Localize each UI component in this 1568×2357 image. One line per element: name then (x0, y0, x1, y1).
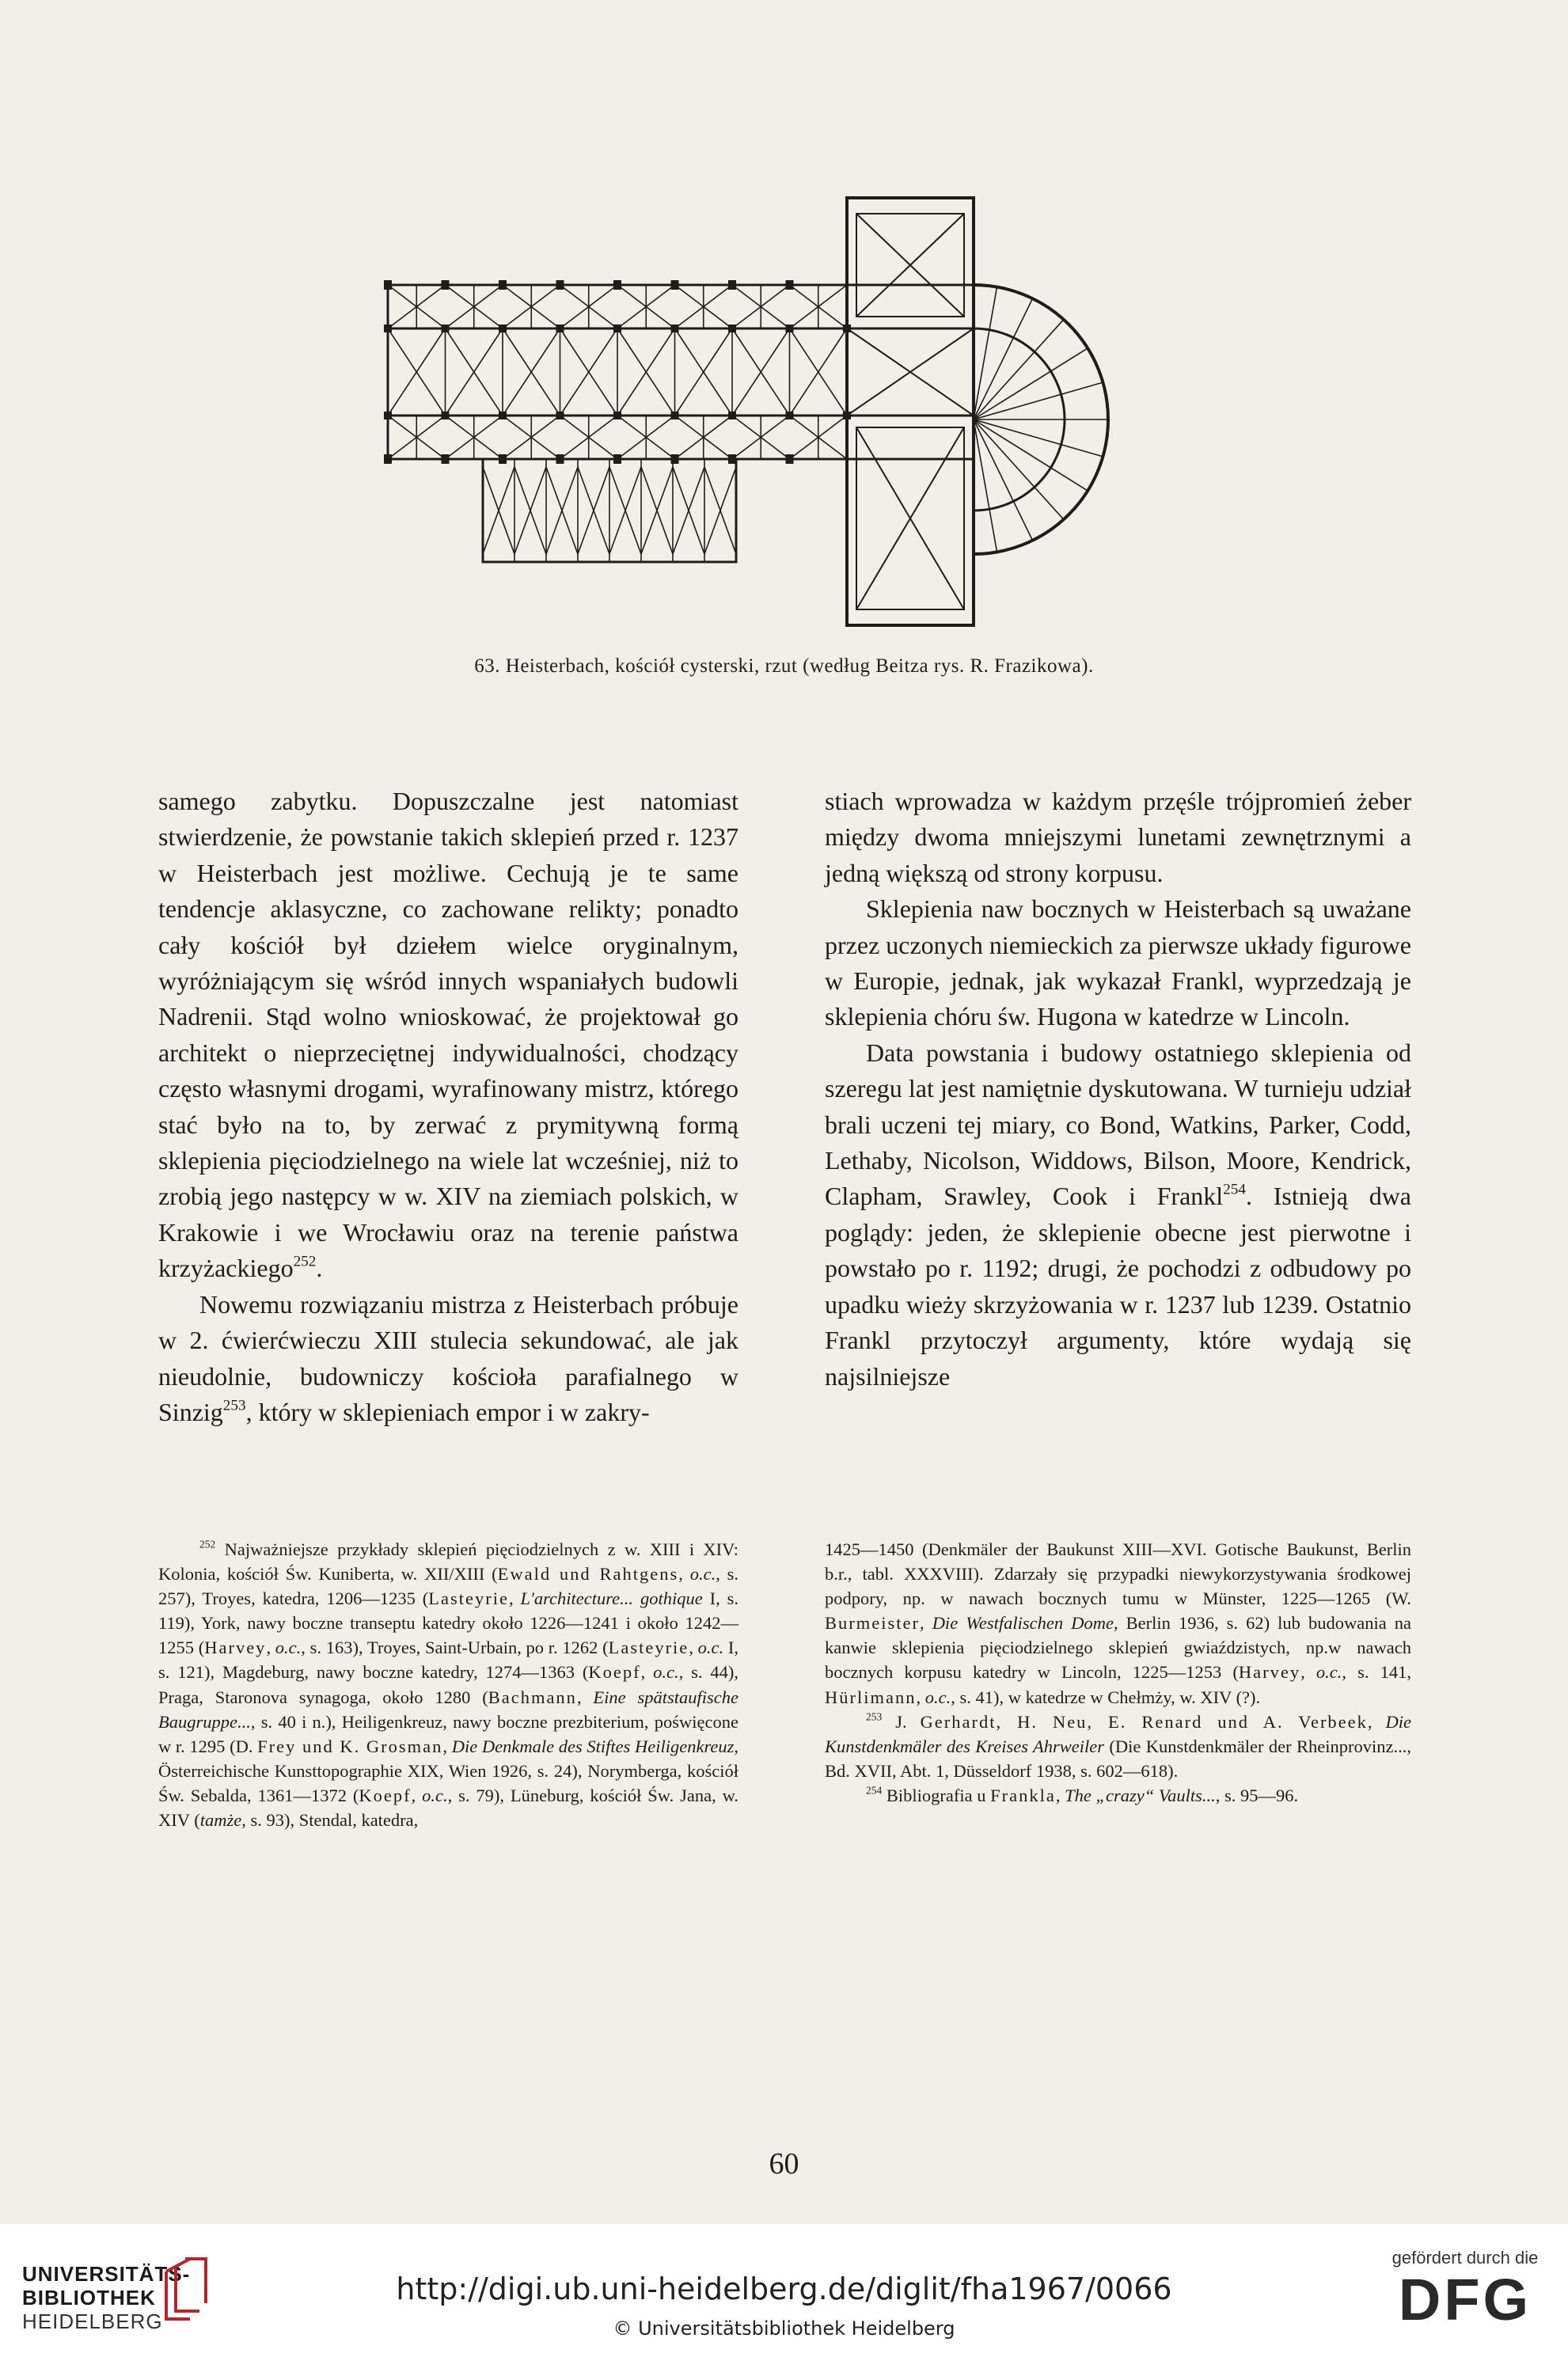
footnote-253: $^{253}$ J. Gerhardt, H. Neu, E. Renard und A. Verbeek, Die Kunstdenkmäler des Kreises Ahrweiler (Die Kunstdenkmäler der Rheinprovinz..., Bd. XVII, Abt. 1, Düsseldorf 1938, s. 602—618). (825, 1710, 1411, 1781)
footnote-mark: 253 (866, 1710, 883, 1723)
floor-plan-figure (372, 190, 1211, 633)
body-column-left (158, 784, 738, 1430)
paragraph-text: Data powstania i budowy ostatniego sklepienia od szeregu lat jest namiętnie dyskutowana. W turnieju udział brali uczeni tej miary, co Bond, Watkins, Parker, Codd, Lethaby, Nicolson, Widdows, Bilson, Moore, Kendrick, Clapham, Srawley, Cook i Frankl (825, 1038, 1411, 1211)
paragraph: Sklepienia naw bocznych w Heisterbach są uważane przez uczonych niemieckich za pierwsze układy figurowe w Europie, jednak, jak wykazał Frankl, wyprzedzają je sklepienia chóru św. Hugona w katedrze w Lincoln. (825, 894, 1411, 1031)
page-number: 60 (769, 2147, 799, 2181)
paragraph (825, 1035, 1411, 1395)
church-floor-plan-drawing (372, 190, 1211, 633)
footnote-ref-253[interactable]: 253 (222, 1397, 246, 1414)
library-name-line: UNIVERSITÄTS- (22, 2262, 191, 2286)
library-name-line: HEIDELBERG (22, 2310, 163, 2333)
dfg-logo[interactable] (1386, 2248, 1544, 2332)
paragraph-text: samego zabytku. Dopuszczalne jest natomiast stwierdzenie, że powstanie takich sklepień przed r. 1237 w Heisterbach jest możliwe. Cechują je te same tendencje aklasyczne, co zachowane relikty; ponadto cały kościół był dziełem wielce oryginalnym, wyróżniającym się wśród innych wspaniałych budowli Nadrenii. Stąd wolno wnioskować, że projektował go architekt o nieprzeciętnej indywidualności, chodzący często własnymi drogami, wyrafinowany mistrz, którego stać było na to, by zerwać z prymitywną formą sklepienia pięciodzielnego na wiele lat wcześniej, niż to zrobią jego następcy w w. XIV na ziemiach polskich, w Krakowie i we Wrocławiu oraz na terenie państwa krzyżackiego (158, 787, 738, 1283)
paragraph: stiach wprowadza w każdym przęśle trójpromień żeber między dwoma mniejszymi lunetami zewnętrznymi a jedną większą od strony korpusu. (825, 787, 1411, 887)
dfg-wordmark: DFG (1398, 2267, 1532, 2332)
footnotes-right (825, 1537, 1411, 1808)
figure-caption: 63. Heisterbach, kościół cysterski, rzut (według Beitza rys. R. Frazikowa). (474, 655, 1094, 677)
nave-outline (388, 285, 974, 459)
paragraph-text: , który w sklepieniach empor i w zakry- (245, 1397, 650, 1426)
paragraph-text: . (316, 1254, 323, 1283)
paragraph (158, 1287, 738, 1431)
footnote-mark: 252 (199, 1538, 216, 1550)
footnote-ref-252[interactable]: 252 (293, 1253, 317, 1270)
permalink-url[interactable]: http://digi.ub.uni-heidelberg.de/diglit/fha1967/0066 (396, 2272, 1172, 2306)
funded-by-label: gefördert durch die (1391, 2248, 1539, 2268)
footnotes-left (158, 1537, 738, 1832)
paragraph-text: Nowemu rozwiązaniu mistrza z Heisterbach próbuje w 2. ćwierćwieczu XIII stulecia sekundować, ale jak nieudolnie, budowniczy kościoła parafialnego w Sinzig (158, 1289, 738, 1426)
footnote-254: $^{254}$ Bibliografia u Frankla, The „crazy“ Vaults..., s. 95—96. (866, 1784, 1299, 1805)
paragraph-text: . Istnieją dwa poglądy: jeden, że sklepienie obecne jest pierwotne i powstało po r. 1192; drugi, że pochodzi z odbudowy po upadku wieży skrzyżowania w r. 1237 lub 1239. Ostatnio Frankl przytoczył argumenty, które wydają się najsilniejsze (825, 1182, 1412, 1391)
footnote-mark: 254 (866, 1784, 883, 1797)
copyright-notice: © Universitätsbibliothek Heidelberg (613, 2317, 955, 2340)
footnote-252: $^{252}$ Najważniejsze przykłady sklepień pięciodzielnych z w. XIII i XIV: Kolonia, kościół Św. Kuniberta, w. XII/XIII (Ewald und Rahtgens, o.c., s. 257), Troyes, katedra, 1206—1235 (Lasteyrie, L'architecture... gothique I, s. 119), York, nawy boczne transeptu katedry około 1226—1241 i około 1242—1255 (Harvey, o.c., s. 163), Troyes, Saint-Urbain, po r. 1262 (Lasteyrie, o.c. I, s. 121), Magdeburg, nawy boczne katedry, 1274—1363 (Koepf, o.c., s. 44), Praga, Staronova synagoga, około 1280 (Bachmann, Eine spätstaufische Baugruppe..., s. 40 i n.), Heiligenkreuz, nawy boczne prezbiterium, poświęcone w r. 1295 (D. Frey und K. Grosman, Die Denkmale des Stiftes Heiligenkreuz, Österreichische Kunsttopographie XIX, Wien 1926, s. 24), Norymberga, kościół Św. Sebalda, 1361—1372 (Koepf, o.c., s. 79), Lüneburg, kościół Św. Jana, w. XIV (tamże, s. 93), Stendal, katedra, (158, 1538, 739, 1831)
footer-bar (0, 2224, 1568, 2357)
paragraph (158, 784, 738, 1287)
footnote-ref-254[interactable]: 254 (1223, 1182, 1246, 1199)
transept-outline (847, 198, 974, 625)
footnote-252-continued: 1425—1450 (Denkmäler der Baukunst XIII—XVI. Gotische Baukunst, Berlin b.r., tabl. XXXVIII). Zdarzały się przypadki niewykorzystywania środkowej podpory, np. w nawach bocznych tumu w Münster, 1225—1265 (W. Burmeister, Die Westfalischen Dome, Berlin 1936, s. 62) lub budowania na kanwie sklepienia pięciodzielnego sklepień gwiaździstych, np.w nawach bocznych korpusu katedry w Lincoln, 1225—1253 (Harvey, o.c., s. 141, Hürlimann, o.c., s. 41), w katedrze w Chełmży, w. XIV (?). (825, 1539, 1412, 1707)
library-name-line: BIBLIOTHEK (22, 2286, 156, 2310)
body-column-right (825, 784, 1411, 1395)
